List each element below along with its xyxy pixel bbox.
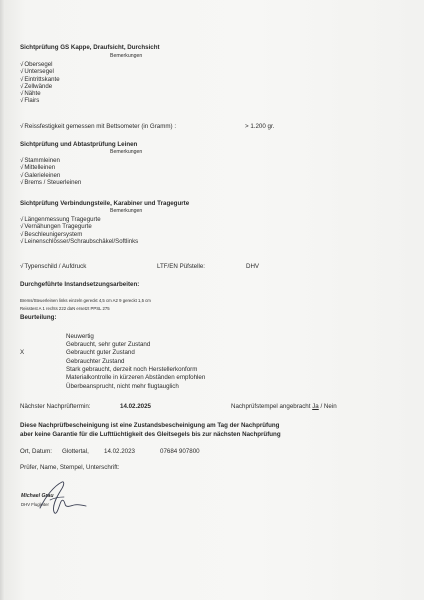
assessment-option: Gebraucht guter Zustand — [66, 349, 135, 356]
check-item: √ Flairs — [20, 98, 60, 105]
repairs-title: Durchgeführte Instandsetzungsarbeiten: — [20, 281, 140, 288]
assessment-option: Gebraucht, sehr guter Zustand — [66, 341, 151, 348]
check-item: √ Untersegel — [20, 69, 60, 76]
check-item: √ Galerieleinen — [20, 173, 81, 180]
check-item: √ Beschleunigersystem — [20, 232, 138, 239]
ltf-label: LTF/EN Püfstelle: — [157, 263, 206, 270]
stamp-no: Nein — [323, 403, 337, 410]
page-edge-shadow — [0, 0, 5, 600]
check-item: √ Zellwände — [20, 84, 60, 91]
section3-checklist — [20, 217, 138, 246]
repairs-line-2: Reisstest A 1 rechts 222 daN ersetzt PPSL 275 — [20, 306, 110, 311]
typeplate-label: √ Typenschild / Aufdruck — [20, 264, 86, 270]
signer-name: Michael Grau — [21, 493, 54, 499]
place: Glottertal, — [62, 448, 89, 455]
stamp-yes: Ja — [312, 403, 319, 410]
phone: 07684 907800 — [160, 448, 200, 455]
section2-title: Sichtprüfung und Abtastprüfung Leinen — [20, 141, 138, 148]
check-item: √ Brems / Steuerleinen — [20, 180, 81, 187]
assessment-option: Materialkontrolle in kürzeren Abständen empfohlen — [66, 374, 206, 381]
assessment-option: Gebrauchter Zustand — [66, 358, 125, 365]
check-item: √ Nähte — [20, 91, 60, 98]
ltf-value: DHV — [246, 263, 260, 270]
section3-remarks-label: Bemerkungen — [110, 208, 143, 214]
next-check-label: Nächster Nachprüftermin: — [20, 403, 91, 410]
check-item: √ Längenmessung Tragegurte — [20, 217, 138, 224]
handwritten-signature — [28, 478, 88, 518]
repairs-line-1: Brems/Steuerleinen links einzeln gereckt 4,5 cm A2 9 gereckt 1,5 cm — [20, 298, 151, 303]
disclaimer-line-1: Diese Nachprüfbescheinigung ist eine Zustandsbescheinigung am Tag der Nachprüfung — [20, 422, 280, 429]
assessment-option: Überbeansprucht, nicht mehr flugtauglich — [66, 383, 179, 390]
section1-remarks-label: Bemerkungen — [110, 53, 143, 59]
assessment-mark: X — [20, 349, 25, 356]
check-item: √ Obersegel — [20, 62, 60, 69]
signer-role: DHV Flugleiter — [21, 502, 49, 507]
date: 14.02.2023 — [104, 448, 135, 455]
check-item: √ Vernähungen Tragegurte — [20, 224, 138, 231]
assessment-title: Beurteilung: — [20, 314, 57, 321]
section1-checklist — [20, 62, 60, 106]
stamp-separator: / — [318, 403, 324, 410]
tear-strength-label: √ Reissfestigkeit gemessen mit Bettsometer (in Gramm) : — [20, 124, 176, 130]
stamp-applied — [231, 404, 337, 410]
check-item: √ Mittelleinen — [20, 165, 81, 172]
tear-strength-value: > 1.200 gr. — [245, 123, 275, 130]
place-date-label: Ort, Datum: — [20, 448, 52, 455]
assessment-option: Stark gebraucht, derzeit noch Herstellerkonform — [66, 366, 198, 373]
check-item: √ Stammleinen — [20, 158, 81, 165]
disclaimer-line-2: aber keine Garantie für die Lufttüchtigkeit des Gleitsegels bis zur nächsten Nachprüfung — [20, 431, 281, 438]
signature-label: Prüfer, Name, Stempel, Unterschrift: — [20, 464, 120, 471]
section2-remarks-label: Bemerkungen — [110, 149, 143, 155]
check-item: √ Leinenschlösser/Schraubschäkel/Softlinks — [20, 239, 138, 246]
stamp-label: Nachprüfstempel angebracht — [231, 403, 311, 410]
section2-checklist — [20, 158, 81, 187]
assessment-option: Neuwertig — [66, 333, 94, 340]
section1-title: Sichtprüfung GS Kappe, Draufsicht, Durchsicht — [20, 44, 160, 51]
check-item: √ Eintrittskante — [20, 77, 60, 84]
section3-title: Sichtprüfung Verbindungsteile, Karabiner und Tragegurte — [20, 200, 190, 207]
next-check-date: 14.02.2025 — [120, 403, 151, 410]
